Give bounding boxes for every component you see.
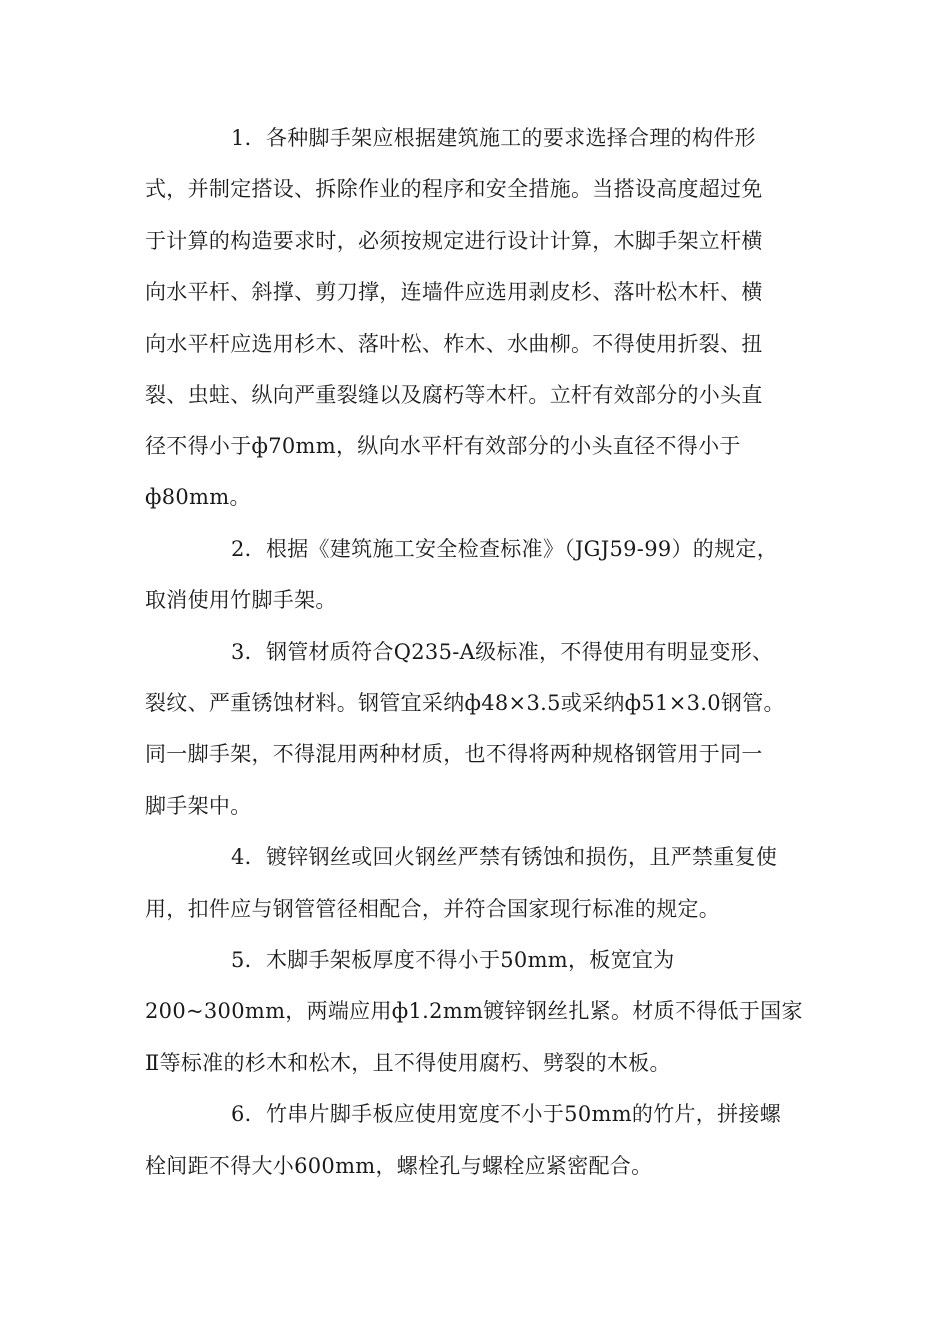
paragraph-1-line-6: 裂、虫蛀、纵向严重裂缝以及腐朽等木杆。立杆有效部分的小头直 xyxy=(145,383,763,407)
paragraph-1-line-7: 径不得小于ф70mm，纵向水平杆有效部分的小头直径不得小于 xyxy=(145,434,741,458)
paragraph-5-line-3: Ⅱ等标准的杉木和松木，且不得使用腐朽、劈裂的木板。 xyxy=(145,1051,671,1075)
paragraph-5-line-1: 5．木脚手架板厚度不得小于50mm，板宽宜为 xyxy=(231,948,675,972)
paragraph-1-line-8: ф80mm。 xyxy=(145,485,251,509)
paragraph-2-line-2: 取消使用竹脚手架。 xyxy=(145,588,337,612)
paragraph-3-line-2: 裂纹、严重锈蚀材料。钢管宜采纳ф48×3.5或采纳ф51×3.0钢管。 xyxy=(145,691,785,715)
paragraph-1-line-4: 向水平杆、斜撑、剪刀撑，连墙件应选用剥皮杉、落叶松木杆、横 xyxy=(145,280,763,304)
paragraph-4-line-1: 4．镀锌钢丝或回火钢丝严禁有锈蚀和损伤，且严禁重复使 xyxy=(231,845,778,869)
paragraph-6-line-1: 6．竹串片脚手板应使用宽度不小于50mm的竹片，拼接螺 xyxy=(231,1102,782,1126)
paragraph-1-line-2: 式，并制定搭设、拆除作业的程序和安全措施。当搭设高度超过免 xyxy=(145,177,763,201)
paragraph-4-line-2: 用，扣件应与钢管管径相配合，并符合国家现行标准的规定。 xyxy=(145,897,721,921)
paragraph-3-line-3: 同一脚手架，不得混用两种材质，也不得将两种规格钢管用于同一 xyxy=(145,742,763,766)
paragraph-3-line-4: 脚手架中。 xyxy=(145,794,252,818)
paragraph-6-line-2: 栓间距不得大小600mm，螺栓孔与螺栓应紧密配合。 xyxy=(145,1154,653,1178)
paragraph-1-line-1: 1．各种脚手架应根据建筑施工的要求选择合理的构件形 xyxy=(231,126,756,150)
paragraph-5-line-2: 200~300mm，两端应用ф1.2mm镀锌钢丝扎紧。材质不得低于国家 xyxy=(145,999,803,1023)
paragraph-1-line-3: 于计算的构造要求时，必须按规定进行设计计算，木脚手架立杆横 xyxy=(145,229,763,253)
paragraph-3-line-1: 3．钢管材质符合Q235-A级标准，不得使用有明显变形、 xyxy=(231,640,774,664)
paragraph-2-line-1: 2．根据《建筑施工安全检查标准》（JGJ59-99）的规定， xyxy=(231,537,779,561)
paragraph-1-line-5: 向水平杆应选用杉木、落叶松、柞木、水曲柳。不得使用折裂、扭 xyxy=(145,332,763,356)
